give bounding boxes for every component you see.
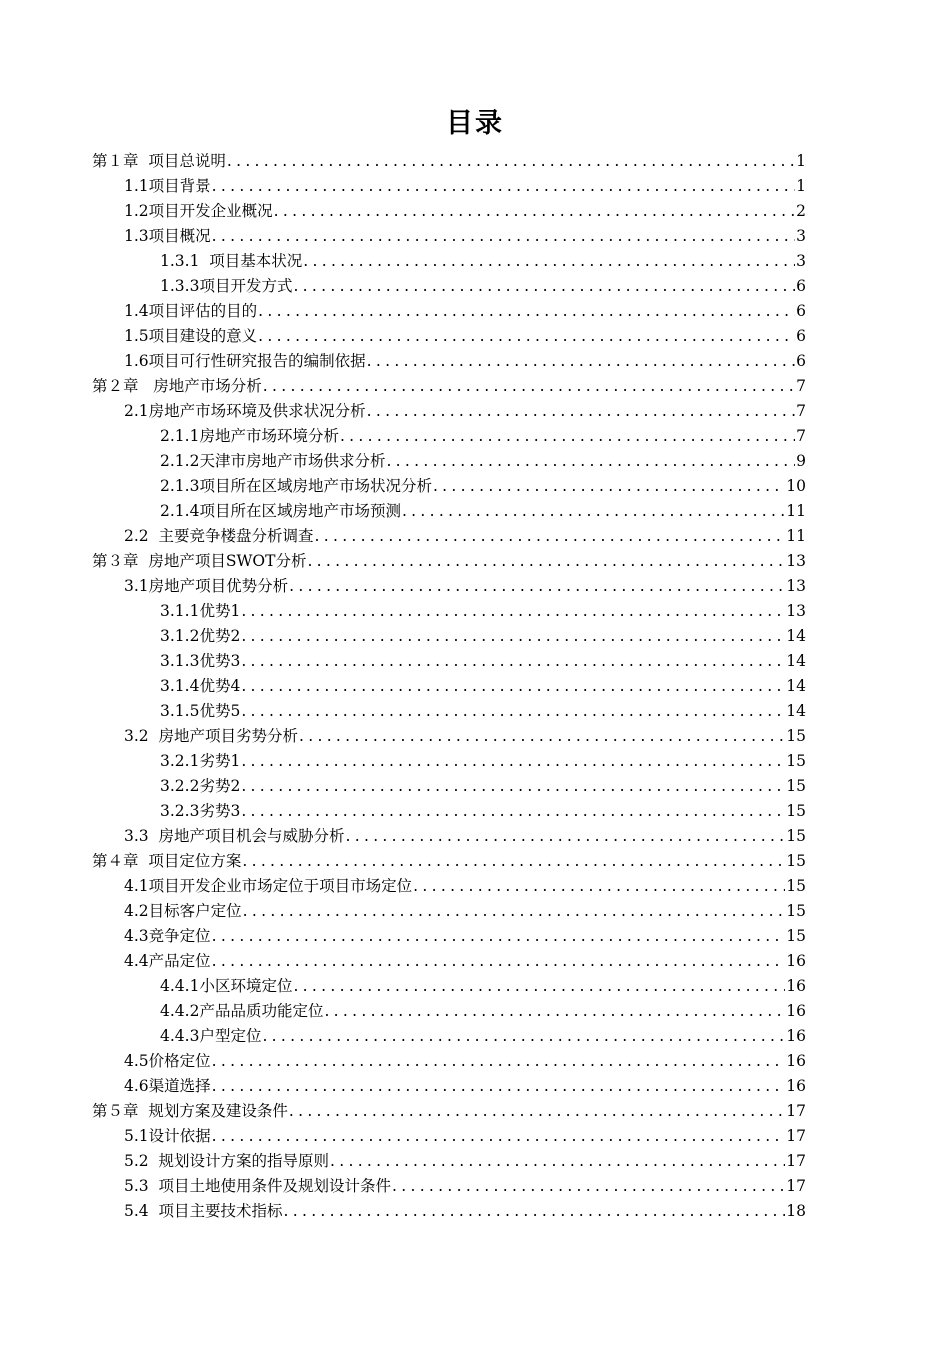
toc-entry-row — [92, 149, 806, 174]
toc-page-number: 2 — [796, 202, 806, 220]
toc-entry[interactable] — [0, 199, 950, 224]
toc-entry[interactable] — [0, 724, 950, 749]
toc-entry[interactable] — [0, 549, 950, 574]
toc-dot-leader — [212, 224, 795, 249]
toc-dot-leader — [241, 624, 785, 649]
toc-dot-leader — [315, 524, 786, 549]
toc-page-number: 11 — [786, 502, 806, 520]
toc-page-number: 16 — [786, 1027, 806, 1045]
toc-page-number: 14 — [786, 627, 806, 645]
toc-dot-leader — [212, 1049, 786, 1074]
toc-entry-text: 1.3.3项目开发方式 — [160, 277, 293, 295]
toc-entry-row — [160, 449, 806, 474]
toc-entry-row — [124, 1149, 806, 1174]
toc-entry-text: 5.4 项目主要技术指标 — [124, 1202, 283, 1220]
toc-dot-leader — [242, 849, 785, 874]
toc-entry[interactable] — [0, 399, 950, 424]
toc-entry-text: 第２章 房地产市场分析 — [92, 377, 262, 395]
toc-entry-text: 3.1.4优势4 — [160, 677, 241, 695]
toc-entry-row — [160, 674, 806, 699]
toc-page-number: 7 — [796, 402, 806, 420]
toc-dot-leader — [289, 574, 785, 599]
toc-entry[interactable] — [0, 474, 950, 499]
toc-entry-text: 3.1.3优势3 — [160, 652, 241, 670]
toc-page-number: 15 — [786, 902, 806, 920]
toc-dot-leader — [284, 1199, 786, 1224]
toc-entry-text: 1.1项目背景 — [124, 177, 211, 195]
toc-entry[interactable] — [0, 499, 950, 524]
toc-entry-row — [92, 374, 806, 399]
toc-entry[interactable] — [0, 599, 950, 624]
toc-dot-leader — [212, 924, 786, 949]
toc-entry-row — [92, 849, 806, 874]
toc-page-number: 16 — [786, 1052, 806, 1070]
toc-page-number: 16 — [786, 977, 806, 995]
toc-page-number: 15 — [786, 927, 806, 945]
toc-entry-text: 3.1.5优势5 — [160, 702, 241, 720]
toc-entry-row — [92, 1099, 806, 1124]
toc-dot-leader — [307, 549, 785, 574]
toc-page-number: 7 — [796, 377, 806, 395]
toc-entry-row — [124, 224, 806, 249]
toc-dot-leader — [241, 774, 785, 799]
toc-entry-text: 3.1房地产项目优势分析 — [124, 577, 289, 595]
toc-entry[interactable] — [0, 1199, 950, 1224]
toc-dot-leader — [243, 899, 786, 924]
toc-entry-text: 4.3竞争定位 — [124, 927, 211, 945]
toc-entry[interactable] — [0, 999, 950, 1024]
toc-page-number: 6 — [796, 277, 806, 295]
toc-entry-text: 5.1设计依据 — [124, 1127, 211, 1145]
toc-page-number: 18 — [786, 1202, 806, 1220]
toc-dot-leader — [386, 449, 795, 474]
toc-dot-leader — [212, 174, 795, 199]
toc-entry-row — [124, 1074, 806, 1099]
toc-dot-leader — [241, 749, 785, 774]
toc-entry[interactable] — [0, 449, 950, 474]
toc-page-number: 13 — [786, 552, 806, 570]
toc-entry-text: 4.6渠道选择 — [124, 1077, 211, 1095]
toc-page-number: 15 — [786, 852, 806, 870]
toc-entry-text: 5.3 项目土地使用条件及规划设计条件 — [124, 1177, 392, 1195]
toc-entry-row — [124, 574, 806, 599]
toc-entry-row — [160, 974, 806, 999]
toc-entry-row — [124, 949, 806, 974]
toc-page-number: 6 — [796, 352, 806, 370]
toc-entry[interactable] — [0, 274, 950, 299]
toc-entry-text: 1.5项目建设的意义 — [124, 327, 258, 345]
toc-entry-text: 1.2项目开发企业概况 — [124, 202, 273, 220]
toc-entry-row — [124, 824, 806, 849]
toc-dot-leader — [367, 349, 795, 374]
toc-entry[interactable] — [0, 1099, 950, 1124]
toc-entry-row — [160, 424, 806, 449]
toc-entry-text: 3.2 房地产项目劣势分析 — [124, 727, 299, 745]
toc-dot-leader — [303, 249, 795, 274]
toc-entry[interactable] — [0, 324, 950, 349]
toc-entry-row — [124, 874, 806, 899]
toc-title: 目录 — [446, 108, 504, 139]
toc-dot-leader — [263, 374, 795, 399]
toc-dot-leader — [340, 424, 795, 449]
toc-dot-leader — [274, 199, 795, 224]
toc-entry[interactable] — [0, 224, 950, 249]
toc-entry-row — [124, 349, 806, 374]
toc-dot-leader — [346, 824, 786, 849]
toc-entry[interactable] — [0, 149, 950, 174]
toc-dot-leader — [212, 1074, 786, 1099]
toc-entry-row — [160, 274, 806, 299]
toc-entry-row — [124, 924, 806, 949]
toc-dot-leader — [289, 1099, 785, 1124]
toc-entry-row — [160, 624, 806, 649]
toc-entry[interactable] — [0, 674, 950, 699]
toc-entry-text: 第１章 项目总说明 — [92, 152, 226, 170]
toc-entry-text: 2.1.4项目所在区域房地产市场预测 — [160, 502, 401, 520]
toc-entry-text: 2.1房地产市场环境及供求状况分析 — [124, 402, 366, 420]
toc-page-number: 10 — [786, 477, 806, 495]
toc-page-number: 15 — [786, 802, 806, 820]
toc-page-number: 17 — [786, 1177, 806, 1195]
toc-entry-row — [124, 1199, 806, 1224]
toc-entry-text: 4.4.1小区环境定位 — [160, 977, 293, 995]
toc-entry-text: 4.1项目开发企业市场定位于项目市场定位 — [124, 877, 413, 895]
toc-entry-row — [124, 524, 806, 549]
toc-entry-row — [160, 474, 806, 499]
toc-entry[interactable] — [0, 799, 950, 824]
toc-entry-text: 4.5价格定位 — [124, 1052, 211, 1070]
toc-page-number: 16 — [786, 1002, 806, 1020]
toc-entry[interactable] — [0, 774, 950, 799]
toc-entry-text: 3.3 房地产项目机会与威胁分析 — [124, 827, 345, 845]
toc-entry-text: 3.2.3劣势3 — [160, 802, 241, 820]
toc-entry[interactable] — [0, 1124, 950, 1149]
toc-entry-text: 第５章 规划方案及建设条件 — [92, 1102, 288, 1120]
toc-page-number: 7 — [796, 427, 806, 445]
toc-dot-leader — [227, 149, 795, 174]
toc-dot-leader — [212, 1124, 786, 1149]
toc-dot-leader — [299, 724, 785, 749]
toc-entry-text: 4.4.3户型定位 — [160, 1027, 262, 1045]
toc-entry-row — [124, 899, 806, 924]
toc-entry-row — [160, 749, 806, 774]
toc-entry[interactable] — [0, 424, 950, 449]
toc-entry-text: 1.3.1 项目基本状况 — [160, 252, 303, 270]
toc-entry[interactable] — [0, 1174, 950, 1199]
toc-entry-row — [124, 324, 806, 349]
toc-entry[interactable] — [0, 1149, 950, 1174]
toc-page-number: 1 — [796, 152, 806, 170]
toc-entry-row — [160, 699, 806, 724]
toc-page-number: 6 — [796, 302, 806, 320]
toc-entry[interactable] — [0, 699, 950, 724]
toc-page-number: 15 — [786, 777, 806, 795]
toc-page-number: 16 — [786, 952, 806, 970]
toc-entry-text: 2.1.2天津市房地产市场供求分析 — [160, 452, 386, 470]
toc-page-number: 9 — [796, 452, 806, 470]
toc-page-number: 11 — [786, 527, 806, 545]
toc-dot-leader — [241, 699, 785, 724]
toc-entry[interactable] — [0, 1074, 950, 1099]
toc-entry-text: 4.4产品定位 — [124, 952, 211, 970]
toc-entry-row — [124, 199, 806, 224]
toc-entry-row — [160, 649, 806, 674]
toc-entry[interactable] — [0, 174, 950, 199]
toc-entry-text: 2.1.1房地产市场环境分析 — [160, 427, 339, 445]
toc-entry[interactable] — [0, 874, 950, 899]
toc-page-number: 14 — [786, 702, 806, 720]
toc-entry-text: 4.4.2产品品质功能定位 — [160, 1002, 324, 1020]
toc-entry[interactable] — [0, 824, 950, 849]
toc-dot-leader — [241, 649, 785, 674]
toc-page-number: 15 — [786, 752, 806, 770]
toc-entry[interactable] — [0, 949, 950, 974]
toc-page-number: 13 — [786, 577, 806, 595]
toc-entry[interactable] — [0, 249, 950, 274]
toc-entry-row — [124, 1049, 806, 1074]
toc-entry[interactable] — [0, 349, 950, 374]
toc-dot-leader — [293, 274, 795, 299]
toc-dot-leader — [241, 599, 785, 624]
toc-page-number: 17 — [786, 1152, 806, 1170]
toc-entry-row — [124, 399, 806, 424]
toc-entry-row — [124, 299, 806, 324]
toc-entry-row — [160, 249, 806, 274]
toc-dot-leader — [402, 499, 785, 524]
toc-entry-row — [160, 599, 806, 624]
toc-page-number: 3 — [796, 227, 806, 245]
toc-page-number: 6 — [796, 327, 806, 345]
toc-page-number: 3 — [796, 252, 806, 270]
toc-entry-text: 1.4项目评估的目的 — [124, 302, 258, 320]
toc-page-number: 15 — [786, 827, 806, 845]
toc-entry[interactable] — [0, 1024, 950, 1049]
toc-entry-text: 3.2.1劣势1 — [160, 752, 241, 770]
toc-entry[interactable] — [0, 974, 950, 999]
toc-entry-row — [160, 1024, 806, 1049]
toc-dot-leader — [324, 999, 785, 1024]
toc-entry-row — [160, 799, 806, 824]
toc-entry-text: 5.2 规划设计方案的指导原则 — [124, 1152, 330, 1170]
toc-dot-leader — [241, 799, 785, 824]
toc-entry-row — [160, 774, 806, 799]
toc-page-number: 15 — [786, 727, 806, 745]
toc-dot-leader — [258, 299, 795, 324]
toc-entry-text: 第４章 项目定位方案 — [92, 852, 242, 870]
toc-dot-leader — [212, 949, 786, 974]
toc-entry-row — [124, 174, 806, 199]
toc-page-number: 13 — [786, 602, 806, 620]
toc-entry[interactable] — [0, 849, 950, 874]
toc-page-number: 14 — [786, 652, 806, 670]
toc-entry-text: 3.1.2优势2 — [160, 627, 241, 645]
toc-entry-text: 4.2目标客户定位 — [124, 902, 242, 920]
toc-entry[interactable] — [0, 374, 950, 399]
toc-entry[interactable] — [0, 899, 950, 924]
toc-dot-leader — [413, 874, 785, 899]
toc-entry-text: 2.1.3项目所在区域房地产市场状况分析 — [160, 477, 432, 495]
toc-dot-leader — [433, 474, 785, 499]
toc-dot-leader — [241, 674, 785, 699]
toc-page-number: 17 — [786, 1127, 806, 1145]
toc-page-number: 1 — [796, 177, 806, 195]
toc-entry-row — [160, 999, 806, 1024]
toc-dot-leader — [392, 1174, 785, 1199]
toc-entry-row — [160, 499, 806, 524]
toc-entry-text: 2.2 主要竞争楼盘分析调查 — [124, 527, 314, 545]
toc-entry-row — [92, 549, 806, 574]
toc-entry[interactable] — [0, 299, 950, 324]
toc-page-number: 14 — [786, 677, 806, 695]
toc-entry[interactable] — [0, 574, 950, 599]
toc-entry-text: 3.2.2劣势2 — [160, 777, 241, 795]
toc-entry-text: 1.3项目概况 — [124, 227, 211, 245]
toc-entry-text: 3.1.1优势1 — [160, 602, 241, 620]
toc-entry-row — [124, 724, 806, 749]
toc-entry[interactable] — [0, 924, 950, 949]
toc-page-number: 16 — [786, 1077, 806, 1095]
toc-dot-leader — [293, 974, 785, 999]
toc-entry-row — [124, 1124, 806, 1149]
toc-page-number: 15 — [786, 877, 806, 895]
table-of-contents — [0, 149, 950, 1224]
toc-entry-text: 1.6项目可行性研究报告的编制依据 — [124, 352, 366, 370]
toc-dot-leader — [367, 399, 795, 424]
toc-dot-leader — [258, 324, 795, 349]
toc-entry-row — [124, 1174, 806, 1199]
toc-entry[interactable] — [0, 624, 950, 649]
toc-page-number: 17 — [786, 1102, 806, 1120]
toc-entry[interactable] — [0, 524, 950, 549]
toc-entry[interactable] — [0, 649, 950, 674]
toc-entry-text: 第３章 房地产项目SWOT分析 — [92, 552, 307, 570]
toc-dot-leader — [330, 1149, 785, 1174]
toc-entry[interactable] — [0, 1049, 950, 1074]
toc-dot-leader — [262, 1024, 785, 1049]
toc-entry[interactable] — [0, 749, 950, 774]
